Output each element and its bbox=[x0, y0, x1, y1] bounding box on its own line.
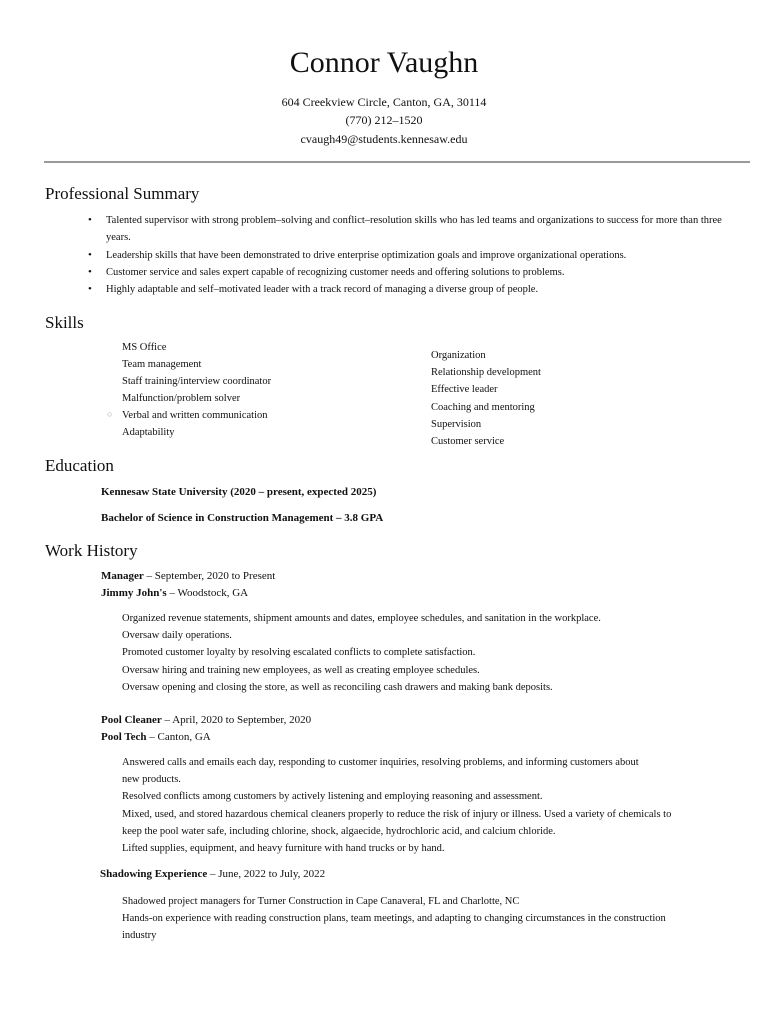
skills-left-column bbox=[122, 339, 271, 441]
education-degree: Bachelor of Science in Construction Management – 3.8 GPA bbox=[101, 512, 384, 524]
job-description-line: industry bbox=[122, 930, 157, 942]
summary-bullet: • Highly adaptable and self–motivated leader with a track record of managing a diverse group of people. bbox=[88, 281, 728, 298]
skill-item: Supervision bbox=[431, 418, 482, 430]
skill-item: MS Office bbox=[122, 342, 167, 353]
summary-bullet: • Customer service and sales expert capable of recognizing customer needs and offering solutions to problems. bbox=[88, 264, 728, 281]
job-description bbox=[122, 610, 722, 696]
job-title-line bbox=[101, 713, 311, 727]
skill-item: Organization bbox=[431, 350, 486, 361]
job-description-line: Lifted supplies, equipment, and heavy furniture with hand trucks or by hand. bbox=[122, 843, 445, 855]
job-role: Pool Cleaner bbox=[101, 714, 162, 726]
job-description-line: Promoted customer loyalty by resolving escalated conflicts to complete satisfaction. bbox=[122, 647, 476, 659]
resume-name: Connor Vaughn bbox=[289, 46, 479, 79]
skill-item: Adaptability bbox=[122, 427, 175, 438]
job-dates: – April, 2020 to September, 2020 bbox=[161, 714, 312, 726]
job-description-line: Mixed, used, and stored hazardous chemical cleaners properly to reduce the risk of injury or illness. Used a variety of chemicals to bbox=[122, 808, 672, 820]
job-location: – Woodstock, GA bbox=[166, 587, 249, 599]
job-company: Pool Tech bbox=[101, 731, 147, 743]
skill-item: Staff training/interview coordinator bbox=[122, 376, 272, 387]
education-school: Kennesaw State University (2020 – present, expected 2025) bbox=[101, 486, 377, 498]
skill-item: Malfunction/problem solver bbox=[122, 393, 241, 404]
skill-item: Customer service bbox=[431, 436, 505, 448]
job-role: Manager bbox=[101, 570, 144, 582]
job-description-line: new products. bbox=[122, 774, 181, 786]
job-company: Jimmy John's bbox=[101, 587, 167, 599]
section-title-summary: Professional Summary bbox=[45, 184, 200, 203]
job-company-line bbox=[101, 586, 248, 600]
summary-list bbox=[88, 212, 728, 298]
job-role: Shadowing Experience bbox=[100, 868, 208, 880]
job-title-line bbox=[100, 867, 325, 881]
job-description-line: Oversaw hiring and training new employees, as well as creating employee schedules. bbox=[122, 664, 480, 676]
job-description-line: Hands-on experience with reading construction plans, team meetings, and adapting to changing circumstances in the construction bbox=[122, 913, 666, 925]
section-title-education: Education bbox=[45, 456, 114, 475]
job-dates: – June, 2022 to July, 2022 bbox=[207, 868, 326, 880]
skill-item: Verbal and written communication bbox=[122, 410, 268, 421]
skill-item: Coaching and mentoring bbox=[431, 401, 535, 413]
skill-item: Effective leader bbox=[431, 384, 498, 396]
job-description-line: Oversaw opening and closing the store, as well as reconciling cash drawers and making bank deposits. bbox=[122, 681, 553, 693]
job-dates: – September, 2020 to Present bbox=[143, 570, 276, 582]
section-title-work: Work History bbox=[45, 541, 138, 560]
job-location: – Canton, GA bbox=[146, 731, 211, 743]
job-description bbox=[122, 754, 722, 857]
section-title-skills: Skills bbox=[45, 313, 84, 332]
job-description-line: Answered calls and emails each day, responding to customer inquiries, resolving problems, and informing customers about bbox=[122, 757, 639, 768]
job-description-line: Shadowed project managers for Turner Construction in Cape Canaveral, FL and Charlotte, NC bbox=[122, 896, 520, 907]
skill-item: Team management bbox=[122, 359, 202, 370]
circle-bullet-icon: ○ bbox=[107, 409, 113, 419]
skills-right-column bbox=[431, 347, 541, 450]
email: cvaugh49@students.kennesaw.edu bbox=[300, 132, 468, 146]
skill-item: Relationship development bbox=[431, 367, 541, 379]
job-description-line: Oversaw daily operations. bbox=[122, 630, 232, 642]
job-company-line bbox=[101, 730, 211, 744]
job-description-line: Resolved conflicts among customers by actively listening and employing reasoning and assessment. bbox=[122, 791, 543, 803]
phone: (770) 212–1520 bbox=[345, 113, 423, 127]
summary-bullet: • Talented supervisor with strong problem–solving and conflict–resolution skills who has led teams and organizations to success for more than three years. bbox=[88, 212, 728, 247]
address: 604 Creekview Circle, Canton, GA, 30114 bbox=[281, 95, 487, 109]
job-title-line bbox=[101, 569, 275, 583]
job-description-line: keep the pool water safe, including chlorine, shock, algaecide, hydrochloric acid, and calcium chloride. bbox=[122, 825, 556, 837]
job-description-line: Organized revenue statements, shipment amounts and dates, employee schedules, and sanitation in the workplace. bbox=[122, 613, 601, 624]
job-description bbox=[122, 893, 722, 945]
summary-bullet: • Leadership skills that have been demonstrated to drive enterprise optimization goals and improve organizational operations. bbox=[88, 247, 728, 264]
header-divider bbox=[44, 161, 750, 163]
